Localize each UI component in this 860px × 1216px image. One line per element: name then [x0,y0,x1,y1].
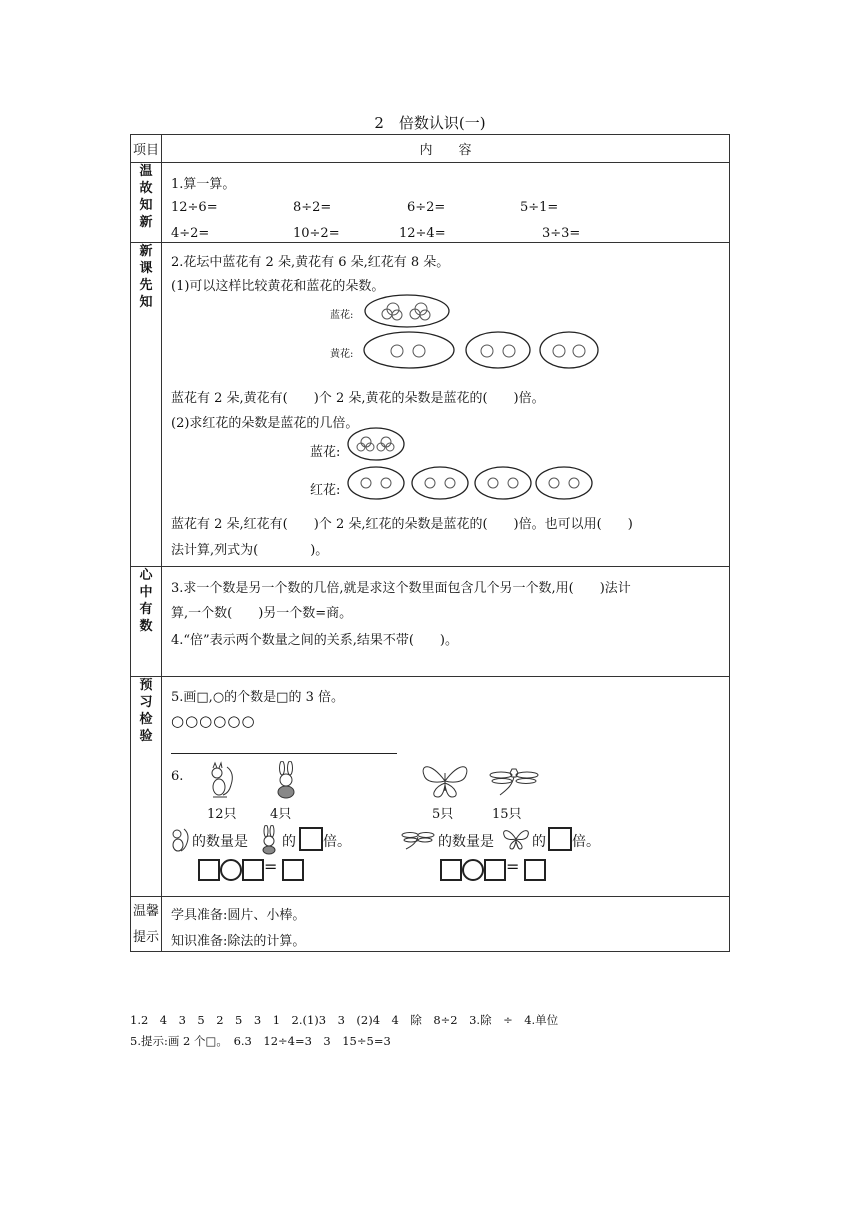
label-word: 提示 [132,930,159,945]
blue-flower-label: 蓝花: [330,310,354,321]
dragonfly-icon [488,765,540,797]
answer-box[interactable] [484,859,506,881]
label-char: 课 [139,261,153,276]
page-title: 2 倍数认识(一) [374,114,486,132]
answer-key-line-2: 5.提示:画 2 个□。 6.3 12÷4=3 3 15÷5=3 [130,1034,391,1048]
section-label-preview [131,243,162,567]
label-char: 心 [139,568,153,583]
fill-line-3: 法计算,列式为( )。 [171,543,329,558]
answer-box[interactable] [440,859,462,881]
section-check-content [162,677,730,897]
squirrel-icon [169,825,191,855]
squirrel-count: 12只 [207,807,237,822]
fill-line-1: 蓝花有 2 朵,黄花有( )个 2 朵,黄花的朵数是蓝花的( )倍。 [171,391,545,406]
phrase-times: 倍。 [323,834,351,850]
butterfly-icon [502,827,530,851]
question-3b: 算,一个数( )另一个数=商。 [171,606,353,621]
phrase-of: 的 [282,834,296,850]
circles-row: ○○○○○○ [171,712,256,730]
question-2: 2.花坛中蓝花有 2 朵,黄花有 6 朵,红花有 8 朵。 [171,255,450,270]
section-label-tips [131,897,162,952]
header-item-col [131,135,162,163]
label-char: 知 [139,198,153,213]
rabbit-count: 4只 [270,807,292,822]
answer-line [171,753,397,754]
label-char: 有 [139,602,153,617]
phrase-quantity: 的数量是 [438,834,494,850]
section-label-check [131,677,162,897]
rabbit-icon [258,825,280,855]
blue-flower-label-2: 蓝花: [310,445,341,460]
answer-box[interactable] [242,859,264,881]
label-char: 预 [139,678,153,693]
rabbit-icon [272,761,300,801]
blue-flower-group-icon [346,426,408,462]
section-review-content [162,163,730,243]
label-char: 新 [139,244,153,259]
operator-circle[interactable] [462,859,484,881]
label-char: 知 [139,295,153,310]
calc-item: 12÷6= [171,200,218,215]
label-char: 检 [139,712,153,727]
answer-box[interactable] [299,827,323,851]
operator-circle[interactable] [220,859,242,881]
label-char: 温 [139,164,153,179]
calc-item: 6÷2= [407,200,446,215]
question-5: 5.画□,○的个数是□的 3 倍。 [171,690,344,705]
label-word: 温馨 [132,904,159,919]
worksheet-table [130,134,730,952]
question-3a: 3.求一个数是另一个数的几倍,就是求这个数里面包含几个另一个数,用( )法计 [171,581,631,596]
header-item-label: 项目 [132,143,159,158]
question-6: 6. [171,769,184,784]
answer-box[interactable] [198,859,220,881]
equals-sign: = [506,857,520,876]
header-content-label: 内 容 [419,143,472,158]
sub-question-2: (2)求红花的朵数是蓝花的几倍。 [171,416,359,431]
yellow-flower-groups-icon [363,329,743,371]
butterfly-icon [420,761,470,801]
header-content-col [162,135,730,163]
tip-tools: 学具准备:圆片、小棒。 [171,908,306,923]
section-preview-content [162,243,730,567]
question-1: 1.算一算。 [171,177,236,192]
question-4: 4.“倍”表示两个数量之间的关系,结果不带( )。 [171,633,458,648]
phrase-quantity: 的数量是 [192,834,248,850]
calc-item: 10÷2= [293,226,340,241]
calc-item: 3÷3= [542,226,581,241]
section-summary-content [162,567,730,677]
calc-item: 4÷2= [171,226,210,241]
tip-knowledge: 知识准备:除法的计算。 [171,934,306,949]
section-tips-content [162,897,730,952]
phrase-of: 的 [532,834,546,850]
label-char: 先 [139,278,153,293]
label-char: 故 [139,181,153,196]
answer-box[interactable] [282,859,304,881]
section-label-summary [131,567,162,677]
fill-line-2: 蓝花有 2 朵,红花有( )个 2 朵,红花的朵数是蓝花的( )倍。也可以用( ) [171,517,633,532]
yellow-flower-label: 黄花: [330,349,354,360]
red-flower-label: 红花: [310,483,341,498]
squirrel-icon [207,761,237,801]
label-char: 新 [139,215,153,230]
butterfly-count: 5只 [432,807,454,822]
sub-question-1: (1)可以这样比较黄花和蓝花的朵数。 [171,279,385,294]
answer-box[interactable] [548,827,572,851]
calc-item: 5÷1= [520,200,559,215]
calc-item: 8÷2= [293,200,332,215]
answer-box[interactable] [524,859,546,881]
label-char: 验 [139,729,153,744]
equals-sign: = [264,857,278,876]
answer-key-line-1: 1.2 4 3 5 2 5 3 1 2.(1)3 3 (2)4 4 除 8÷2 3.除 ÷ 4.单位 [130,1013,559,1027]
section-label-review [131,163,162,243]
dragonfly-count: 15只 [492,807,522,822]
calc-item: 12÷4= [399,226,446,241]
label-char: 数 [139,619,153,634]
label-char: 中 [139,585,153,600]
red-flower-groups-icon [346,465,626,501]
dragonfly-icon [400,827,436,851]
label-char: 习 [139,695,153,710]
blue-flower-group-icon [363,293,453,329]
phrase-times: 倍。 [572,834,600,850]
